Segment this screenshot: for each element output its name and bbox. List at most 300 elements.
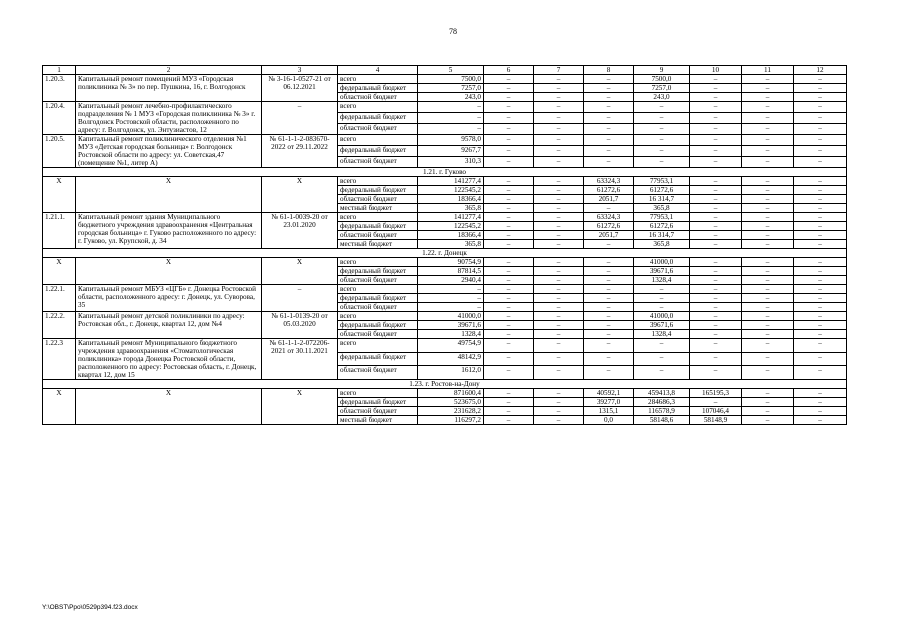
amount-cell: 1315,1 <box>584 407 634 416</box>
document-ref: Х <box>262 389 338 425</box>
funding-source: областной бюджет <box>338 330 418 339</box>
document-ref: Х <box>262 258 338 285</box>
amount-cell: – <box>534 102 584 113</box>
amount-cell: – <box>484 321 534 330</box>
amount-cell: – <box>690 285 742 294</box>
funding-source: областной бюджет <box>338 124 418 135</box>
amount-cell: – <box>584 303 634 312</box>
amount-cell: – <box>742 157 794 168</box>
amount-cell: – <box>484 186 534 195</box>
header-cell: 1 <box>43 66 76 75</box>
footer-path: Y:\OBST\Ppo\0529p394.f23.docx <box>42 604 138 611</box>
amount-cell: – <box>742 312 794 321</box>
amount-cell: – <box>584 84 634 93</box>
amount-cell: – <box>634 339 690 353</box>
amount-cell: – <box>742 294 794 303</box>
amount-cell: 2051,7 <box>584 195 634 204</box>
amount-cell: 7500,0 <box>634 75 690 84</box>
amount-cell: – <box>690 157 742 168</box>
document-ref: – <box>262 102 338 135</box>
amount-cell: 18366,4 <box>418 231 484 240</box>
amount-cell: 16 314,7 <box>634 231 690 240</box>
amount-cell: 2940,4 <box>418 276 484 285</box>
amount-cell: 116297,2 <box>418 416 484 425</box>
amount-cell: 61272,6 <box>634 186 690 195</box>
amount-cell: – <box>484 267 534 276</box>
amount-cell: 90754,9 <box>418 258 484 267</box>
amount-cell: 231628,2 <box>418 407 484 416</box>
amount-cell: – <box>794 240 847 249</box>
amount-cell: 284686,3 <box>634 398 690 407</box>
amount-cell: – <box>794 195 847 204</box>
amount-cell: 1328,4 <box>634 276 690 285</box>
amount-cell: – <box>794 258 847 267</box>
table-row <box>43 339 847 353</box>
amount-cell: – <box>484 124 534 135</box>
amount-cell: – <box>690 321 742 330</box>
amount-cell: – <box>690 135 742 146</box>
amount-cell: – <box>634 366 690 380</box>
funding-source: федеральный бюджет <box>338 398 418 407</box>
amount-cell: 1328,4 <box>418 330 484 339</box>
amount-cell: – <box>794 146 847 157</box>
funding-source: местный бюджет <box>338 240 418 249</box>
amount-cell: – <box>742 195 794 204</box>
amount-cell: 365,8 <box>634 240 690 249</box>
amount-cell: – <box>794 75 847 84</box>
amount-cell: – <box>690 204 742 213</box>
amount-cell: – <box>742 146 794 157</box>
amount-cell: – <box>690 339 742 353</box>
section-row <box>43 380 847 389</box>
amount-cell: – <box>484 285 534 294</box>
object-name: Капитальный ремонт здания Муниципального бюджетного учреждения здравоохранения «Центральная городская больница» г. Гуково расположенного по адресу: г. Гуково, ул. Крупской, д. 34 <box>76 213 262 249</box>
document-ref: № 3-16-1-0527-21 от 06.12.2021 <box>262 75 338 102</box>
amount-cell: 243,0 <box>418 93 484 102</box>
amount-cell: – <box>584 113 634 124</box>
amount-cell: 41000,0 <box>418 312 484 321</box>
amount-cell: – <box>484 339 534 353</box>
funding-source: областной бюджет <box>338 93 418 102</box>
amount-cell: – <box>742 124 794 135</box>
amount-cell: 39671,6 <box>634 267 690 276</box>
funding-source: федеральный бюджет <box>338 321 418 330</box>
table-row <box>43 213 847 222</box>
amount-cell: – <box>742 135 794 146</box>
amount-cell: – <box>534 276 584 285</box>
amount-cell: 7500,0 <box>418 75 484 84</box>
amount-cell: – <box>742 258 794 267</box>
funding-source: всего <box>338 285 418 294</box>
document-ref: № 61-1-1-2-083670-2022 от 29.11.2022 <box>262 135 338 168</box>
amount-cell: – <box>534 213 584 222</box>
amount-cell: 141277,4 <box>418 213 484 222</box>
amount-cell: 365,8 <box>634 204 690 213</box>
amount-cell: – <box>690 102 742 113</box>
funding-source: федеральный бюджет <box>338 267 418 276</box>
amount-cell: – <box>634 303 690 312</box>
amount-cell: – <box>690 303 742 312</box>
amount-cell: 310,3 <box>418 157 484 168</box>
amount-cell: – <box>484 352 534 366</box>
amount-cell: – <box>418 285 484 294</box>
amount-cell: – <box>534 389 584 398</box>
amount-cell: – <box>742 321 794 330</box>
amount-cell: – <box>484 240 534 249</box>
amount-cell: – <box>742 222 794 231</box>
amount-cell: – <box>742 303 794 312</box>
amount-cell: – <box>484 135 534 146</box>
funding-source: областной бюджет <box>338 195 418 204</box>
amount-cell: – <box>742 267 794 276</box>
amount-cell: – <box>690 75 742 84</box>
amount-cell: – <box>484 330 534 339</box>
amount-cell: – <box>534 124 584 135</box>
amount-cell: – <box>584 124 634 135</box>
document-ref: Х <box>262 177 338 213</box>
funding-source: областной бюджет <box>338 303 418 312</box>
amount-cell: – <box>634 352 690 366</box>
amount-cell: – <box>742 177 794 186</box>
amount-cell: – <box>690 352 742 366</box>
amount-cell: – <box>484 416 534 425</box>
funding-source: федеральный бюджет <box>338 352 418 366</box>
amount-cell: 0,0 <box>584 416 634 425</box>
object-name: Капитальный ремонт лечебно-профилактического подразделения № 1 МУЗ «Городская поликлиника № 3» г. Волгодонск Ростовской области, расположенного по адресу: г. Волгодонск, ул. Энтузиастов, 12 <box>76 102 262 135</box>
funding-source: федеральный бюджет <box>338 146 418 157</box>
amount-cell: – <box>634 102 690 113</box>
amount-cell: – <box>484 157 534 168</box>
amount-cell: 116578,9 <box>634 407 690 416</box>
amount-cell: 107046,4 <box>690 407 742 416</box>
row-number: Х <box>43 177 76 213</box>
amount-cell: – <box>742 389 794 398</box>
object-name: Х <box>76 389 262 425</box>
amount-cell: – <box>418 113 484 124</box>
amount-cell: – <box>690 124 742 135</box>
amount-cell: – <box>690 186 742 195</box>
amount-cell: – <box>742 75 794 84</box>
amount-cell: – <box>794 213 847 222</box>
funding-source: всего <box>338 339 418 353</box>
funding-source: областной бюджет <box>338 407 418 416</box>
row-number: 1.21.1. <box>43 213 76 249</box>
row-number: 1.22.2. <box>43 312 76 339</box>
funding-source: всего <box>338 177 418 186</box>
amount-cell: – <box>584 330 634 339</box>
amount-cell: – <box>690 267 742 276</box>
amount-cell: – <box>484 389 534 398</box>
amount-cell: – <box>690 222 742 231</box>
amount-cell: – <box>534 186 584 195</box>
amount-cell: 1328,4 <box>634 330 690 339</box>
amount-cell: – <box>534 75 584 84</box>
amount-cell: – <box>484 294 534 303</box>
amount-cell: – <box>484 303 534 312</box>
funding-source: всего <box>338 75 418 84</box>
row-number: Х <box>43 389 76 425</box>
amount-cell: 40592,1 <box>584 389 634 398</box>
amount-cell: – <box>534 330 584 339</box>
amount-cell: – <box>794 352 847 366</box>
budget-table <box>42 65 847 425</box>
amount-cell: – <box>584 312 634 321</box>
amount-cell: – <box>584 240 634 249</box>
amount-cell: – <box>794 285 847 294</box>
row-number: 1.20.5. <box>43 135 76 168</box>
amount-cell: – <box>742 213 794 222</box>
table-body <box>43 75 847 425</box>
amount-cell: 7257,0 <box>418 84 484 93</box>
object-name: Х <box>76 258 262 285</box>
amount-cell: – <box>484 312 534 321</box>
amount-cell: – <box>794 366 847 380</box>
amount-cell: 61272,6 <box>584 186 634 195</box>
amount-cell: – <box>690 146 742 157</box>
amount-cell: – <box>584 93 634 102</box>
amount-cell: – <box>534 294 584 303</box>
amount-cell: 7257,0 <box>634 84 690 93</box>
amount-cell: – <box>484 102 534 113</box>
amount-cell: – <box>534 339 584 353</box>
table-row <box>43 312 847 321</box>
amount-cell: – <box>484 231 534 240</box>
document-ref: № 61-1-0039-20 от 23.01.2020 <box>262 213 338 249</box>
amount-cell: – <box>690 330 742 339</box>
row-number: 1.20.4. <box>43 102 76 135</box>
amount-cell: – <box>742 352 794 366</box>
object-name: Капитальный ремонт детской поликлиники по адресу: Ростовская обл., г. Донецк, квартал 12, дом №4 <box>76 312 262 339</box>
amount-cell: – <box>794 231 847 240</box>
amount-cell: – <box>534 398 584 407</box>
amount-cell: – <box>584 294 634 303</box>
amount-cell: – <box>742 285 794 294</box>
amount-cell: 77953,1 <box>634 177 690 186</box>
funding-source: всего <box>338 258 418 267</box>
header-cell: 11 <box>742 66 794 75</box>
amount-cell: – <box>690 93 742 102</box>
section-title: 1.22. г. Донецк <box>43 249 847 258</box>
amount-cell: – <box>690 398 742 407</box>
funding-source: федеральный бюджет <box>338 113 418 124</box>
amount-cell: 58148,9 <box>690 416 742 425</box>
amount-cell: 49754,9 <box>418 339 484 353</box>
table-row <box>43 177 847 186</box>
amount-cell: – <box>794 389 847 398</box>
amount-cell: 77953,1 <box>634 213 690 222</box>
object-name: Х <box>76 177 262 213</box>
amount-cell: – <box>534 146 584 157</box>
amount-cell: – <box>534 407 584 416</box>
amount-cell: 39671,6 <box>418 321 484 330</box>
amount-cell: 365,8 <box>418 240 484 249</box>
funding-source: федеральный бюджет <box>338 84 418 93</box>
amount-cell: – <box>534 204 584 213</box>
amount-cell: 61272,6 <box>584 222 634 231</box>
amount-cell: – <box>534 321 584 330</box>
header-cell: 5 <box>418 66 484 75</box>
header-cell: 9 <box>634 66 690 75</box>
row-number: 1.22.1. <box>43 285 76 312</box>
amount-cell: – <box>794 102 847 113</box>
amount-cell: – <box>742 93 794 102</box>
amount-cell: – <box>690 177 742 186</box>
amount-cell: 16 314,7 <box>634 195 690 204</box>
amount-cell: – <box>584 204 634 213</box>
amount-cell: 41000,0 <box>634 312 690 321</box>
amount-cell: – <box>794 416 847 425</box>
amount-cell: – <box>534 177 584 186</box>
amount-cell: 63324,3 <box>584 177 634 186</box>
amount-cell: – <box>690 195 742 204</box>
amount-cell: – <box>584 321 634 330</box>
amount-cell: – <box>742 102 794 113</box>
amount-cell: – <box>484 93 534 102</box>
funding-source: всего <box>338 135 418 146</box>
amount-cell: – <box>534 366 584 380</box>
funding-source: федеральный бюджет <box>338 222 418 231</box>
section-title: 1.21. г. Гуково <box>43 168 847 177</box>
amount-cell: – <box>794 330 847 339</box>
amount-cell: 459413,8 <box>634 389 690 398</box>
amount-cell: 18366,4 <box>418 195 484 204</box>
amount-cell: – <box>534 258 584 267</box>
amount-cell: – <box>794 339 847 353</box>
amount-cell: – <box>690 240 742 249</box>
amount-cell: – <box>794 157 847 168</box>
amount-cell: – <box>634 294 690 303</box>
header-cell: 7 <box>534 66 584 75</box>
table-row <box>43 75 847 84</box>
amount-cell: – <box>634 124 690 135</box>
amount-cell: – <box>484 195 534 204</box>
amount-cell: – <box>418 124 484 135</box>
amount-cell: – <box>534 157 584 168</box>
funding-source: всего <box>338 312 418 321</box>
amount-cell: – <box>794 276 847 285</box>
header-cell: 8 <box>584 66 634 75</box>
amount-cell: – <box>534 222 584 231</box>
amount-cell: – <box>484 407 534 416</box>
amount-cell: 9578,0 <box>418 135 484 146</box>
amount-cell: 9267,7 <box>418 146 484 157</box>
funding-source: местный бюджет <box>338 416 418 425</box>
amount-cell: 243,0 <box>634 93 690 102</box>
document-ref: № 61-1-1-2-072206-2021 от 30.11.2021 <box>262 339 338 380</box>
amount-cell: – <box>794 124 847 135</box>
amount-cell: – <box>690 312 742 321</box>
amount-cell: – <box>534 93 584 102</box>
table-row <box>43 135 847 146</box>
amount-cell: – <box>534 303 584 312</box>
amount-cell: 523675,0 <box>418 398 484 407</box>
amount-cell: – <box>534 352 584 366</box>
row-number: 1.22.3 <box>43 339 76 380</box>
funding-source: всего <box>338 389 418 398</box>
amount-cell: 39277,0 <box>584 398 634 407</box>
table-row <box>43 285 847 294</box>
amount-cell: – <box>418 303 484 312</box>
amount-cell: – <box>742 231 794 240</box>
amount-cell: – <box>484 84 534 93</box>
amount-cell: – <box>534 416 584 425</box>
amount-cell: – <box>484 177 534 186</box>
amount-cell: – <box>634 157 690 168</box>
amount-cell: – <box>794 294 847 303</box>
amount-cell: – <box>484 366 534 380</box>
amount-cell: – <box>742 366 794 380</box>
amount-cell: – <box>584 276 634 285</box>
amount-cell: 365,8 <box>418 204 484 213</box>
amount-cell: – <box>584 339 634 353</box>
section-row <box>43 249 847 258</box>
amount-cell: – <box>534 135 584 146</box>
amount-cell: – <box>534 285 584 294</box>
funding-source: федеральный бюджет <box>338 294 418 303</box>
amount-cell: – <box>794 84 847 93</box>
amount-cell: – <box>634 135 690 146</box>
document-ref: № 61-1-0139-20 от 05.03.2020 <box>262 312 338 339</box>
amount-cell: – <box>484 204 534 213</box>
section-title: 1.23. г. Ростов-на-Дону <box>43 380 847 389</box>
header-cell: 10 <box>690 66 742 75</box>
amount-cell: 1612,0 <box>418 366 484 380</box>
amount-cell: – <box>484 213 534 222</box>
amount-cell: – <box>584 366 634 380</box>
table-row <box>43 258 847 267</box>
amount-cell: – <box>584 135 634 146</box>
amount-cell: – <box>742 204 794 213</box>
amount-cell: – <box>742 276 794 285</box>
header-cell: 4 <box>338 66 418 75</box>
row-number: Х <box>43 258 76 285</box>
amount-cell: 122545,2 <box>418 186 484 195</box>
funding-source: всего <box>338 213 418 222</box>
funding-source: областной бюджет <box>338 157 418 168</box>
amount-cell: 871600,4 <box>418 389 484 398</box>
amount-cell: – <box>534 113 584 124</box>
amount-cell: – <box>794 321 847 330</box>
amount-cell: – <box>742 398 794 407</box>
header-cell: 3 <box>262 66 338 75</box>
amount-cell: – <box>690 84 742 93</box>
amount-cell: 39671,6 <box>634 321 690 330</box>
amount-cell: – <box>484 75 534 84</box>
amount-cell: – <box>794 135 847 146</box>
amount-cell: – <box>690 366 742 380</box>
amount-cell: – <box>794 222 847 231</box>
amount-cell: – <box>584 258 634 267</box>
amount-cell: – <box>742 84 794 93</box>
amount-cell: – <box>484 113 534 124</box>
amount-cell: – <box>634 285 690 294</box>
amount-cell: – <box>634 146 690 157</box>
amount-cell: – <box>794 267 847 276</box>
amount-cell: 61272,6 <box>634 222 690 231</box>
amount-cell: – <box>690 231 742 240</box>
amount-cell: – <box>584 102 634 113</box>
amount-cell: – <box>690 294 742 303</box>
object-name: Капитальный ремонт Муниципального бюджетного учреждения здравоохранения «Стоматологическая поликлиника» города Донецка Ростовской области, расположенного по адресу: Ростовская область, г. Донецк, квартал 12, дом 15 <box>76 339 262 380</box>
amount-cell: 41000,0 <box>634 258 690 267</box>
amount-cell: – <box>794 186 847 195</box>
amount-cell: – <box>484 146 534 157</box>
funding-source: всего <box>338 102 418 113</box>
amount-cell: 87814,5 <box>418 267 484 276</box>
amount-cell: – <box>742 407 794 416</box>
amount-cell: – <box>742 240 794 249</box>
amount-cell: – <box>534 231 584 240</box>
